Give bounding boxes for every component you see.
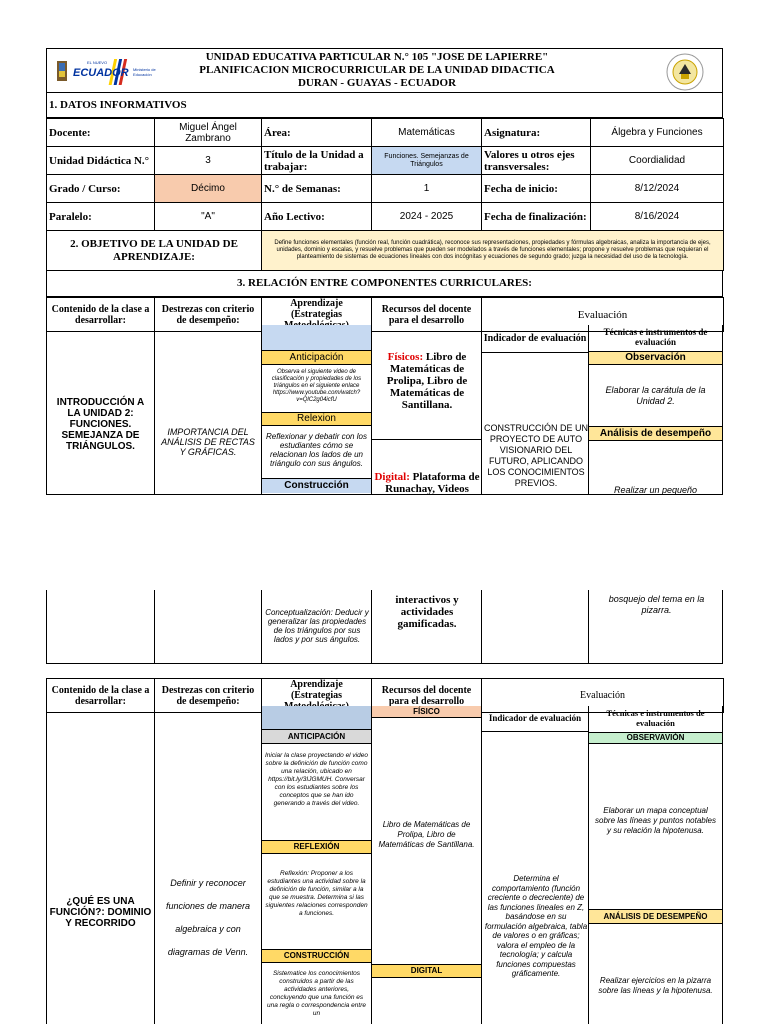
fin-label: Fecha de finalización:	[482, 203, 591, 231]
block1	[46, 325, 723, 495]
b1-indicador-header: Indicador de evaluación	[482, 325, 588, 353]
school-name: UNIDAD EDUCATIVA PARTICULAR N.° 105 "JOSE DE LAPIERRE"	[205, 51, 549, 63]
b1-blank-cell	[262, 325, 371, 351]
grado-value: Décimo	[155, 175, 262, 203]
unidad-value: 3	[155, 147, 262, 175]
b2-recursos	[371, 706, 482, 1024]
paralelo-value: "A"	[155, 203, 262, 231]
b2-observacion-text: Elaborar un mapa conceptual sobre las líneas y puntos notables y su relación la hipotenusa.	[595, 806, 716, 835]
b2-construccion: CONSTRUCCIÓN	[262, 949, 371, 963]
b1-observacion: Observación	[589, 351, 722, 365]
inicio-label: Fecha de inicio:	[482, 175, 591, 203]
b2-observacion: OBSERVAVIÓN	[589, 732, 722, 744]
area-label: Área:	[262, 119, 372, 147]
b2-blank-cell	[262, 706, 371, 730]
header	[46, 48, 723, 93]
b2-indicador-header: Indicador de evaluación	[482, 706, 588, 732]
b1-contenido: INTRODUCCIÓN A LA UNIDAD 2: FUNCIONES. SEMEJANZA DE TRIÁNGULOS.	[46, 325, 155, 495]
b2-analisis-text: Realizar ejercicios en la pizarra sobre las líneas y la hipotenusa.	[598, 976, 713, 995]
logo-small-text: EL NUEVO	[87, 60, 108, 65]
b1-fisicos-label: Físicos:	[387, 351, 424, 363]
b1-construccion: Construcción	[262, 478, 371, 493]
valores-label: Valores u otros ejes transversales:	[482, 147, 591, 175]
b1c-tecnicas	[588, 590, 723, 664]
b1-digital-label: Digital:	[374, 471, 410, 483]
b2-anticipacion: ANTICIPACIÓN	[262, 730, 371, 744]
col-destrezas: Destrezas con criterio de desempeño:	[155, 298, 262, 332]
b2-analisis: ANÁLISIS DE DESEMPEÑO	[589, 909, 722, 924]
plan-title: PLANIFICACION MICROCURRICULAR DE LA UNIDAD DIDACTICA	[199, 64, 555, 76]
b1c-indicador	[481, 590, 589, 664]
titulo-label: Título de la Unidad a trabajar:	[262, 147, 372, 175]
fin-value: 8/16/2024	[591, 203, 724, 231]
b2-aprendizaje	[261, 706, 372, 1024]
col-evaluacion: Evaluación	[482, 298, 724, 332]
b2-anticipacion-text: Iniciar la clase proyectando el video sobre la definición de función como una relación, ubicado en https://bit.ly/3IJGMUH. Conversar con los estudiantes sobre los conceptos que se han ido generando a través del video.	[265, 752, 368, 807]
inicio-value: 8/12/2024	[591, 175, 724, 203]
b1-tecnicas-header: Técnicas e instrumentos de evaluación	[603, 327, 708, 347]
objetivo-text: Define funciones elementales (función real, función cuadrática), reconoce sus representaciones, propiedades y fórmulas algebraicas, analiza la importancia de ejes, unidades, dominio y escalas, y resuelve problemas que pueden ser modelados a través de funciones elementales; propone y resuelve problemas que requieran el planteamiento de sistemas de ecuaciones lineales con dos incógnitas y ecuaciones de segundo grado; juzga la necesidad del uso de la tecnología.	[262, 231, 724, 271]
col2-recursos: Recursos del docente para el desarrollo	[372, 679, 482, 713]
section1-title: 1. DATOS INFORMATIVOS	[46, 93, 723, 118]
b1-tecnicas-cell	[588, 325, 723, 495]
ministry-text: Ministerio de Educación	[133, 67, 156, 77]
col-contenido: Contenido de la clase a desarrollar:	[47, 298, 155, 332]
objetivo-title: 2. OBJETIVO DE LA UNIDAD DE APRENDIZAJE:	[47, 231, 262, 271]
school-seal-icon	[665, 52, 705, 92]
b1-indicador-cell	[481, 325, 589, 495]
col2-evaluacion: Evaluación	[482, 679, 724, 713]
b1-digital-text2: interactivos y actividades gamificadas.	[395, 594, 459, 630]
asignatura-label: Asignatura:	[482, 119, 591, 147]
block1-continued	[46, 590, 723, 664]
b2-reflexion: REFLEXIÓN	[262, 840, 371, 854]
b1-analisis-text2: bosquejo del tema en la pizarra.	[608, 594, 705, 615]
b1-relexion: Relexion	[262, 412, 371, 426]
b2-reflexion-text: Reflexión: Proponer a los estudiantes una actividad sobre la definición de función, similar a la que se muestra. Determina si las siguientes relaciones corresponden a funciones.	[265, 870, 368, 917]
docente-label: Docente:	[47, 119, 155, 147]
location: DURAN - GUAYAS - ECUADOR	[297, 77, 457, 89]
semanas-label: N.° de Semanas:	[262, 175, 372, 203]
b2-digital: DIGITAL	[372, 964, 481, 978]
ecuador-logo	[53, 55, 156, 89]
b2-destrezas: Definir y reconocer funciones de manera algebraica y con diagramas de Venn.	[154, 706, 262, 1024]
col2-aprendizaje: Aprendizaje (Estrategias	[262, 679, 372, 713]
b1-relexion-text: Reflexionar y debatir con los estudiantes cómo se relacionan los lados de un triángulo con sus ángulos.	[266, 432, 367, 468]
b1-analisis-text: Realizar un pequeño	[613, 485, 698, 495]
b1c-contenido	[46, 590, 155, 664]
section3-title: 3. RELACIÓN ENTRE COMPONENTES CURRICULARES:	[46, 270, 723, 297]
semanas-value: 1	[372, 175, 482, 203]
b1-anticipacion-text: Observa el siguiente video de clasificación y propiedades de los triángulos en el siguiente enlace https://www.youtube.com/watch?v=QlC2g04icfU	[271, 369, 362, 403]
b2-fisico: FÍSICO	[372, 706, 481, 718]
docente-value: Miguel Ángel Zambrano	[155, 119, 262, 147]
b1-fisicos	[374, 351, 480, 411]
col2-contenido: Contenido de la clase a desarrollar:	[47, 679, 155, 713]
col-recursos: Recursos del docente para el desarrollo	[372, 298, 482, 332]
b1-anticipacion: Anticipación	[262, 351, 371, 365]
area-value: Matemáticas	[372, 119, 482, 147]
block2	[46, 706, 723, 1024]
unidad-label: Unidad Didáctica N.°	[47, 147, 155, 175]
b2-tecnicas-cell	[588, 706, 723, 1024]
b1-digital-text: Plataforma de Runachay, Videos	[385, 471, 480, 495]
b1-recursos	[371, 325, 482, 495]
grado-label: Grado / Curso:	[47, 175, 155, 203]
paralelo-label: Paralelo:	[47, 203, 155, 231]
col-aprendizaje: Aprendizaje (Estrategias	[262, 298, 372, 332]
col2-destrezas: Destrezas con criterio de desempeño:	[155, 679, 262, 713]
b2-indicador-text: Determina el comportamiento (función creciente o decreciente) de las funciones lineales en Z, basándose en su formulación algebraica, tabla de valores o en gráficas; valora el empleo de la tecnología; y calcula funciones compuestas gráficamente.	[484, 874, 588, 978]
b1-aprendizaje	[261, 325, 372, 495]
b1-indicador-text: CONSTRUCCIÓN DE UN PROYECTO DE AUTO VISIONARIO DEL FUTURO, APLICANDO LOS CONOCIMIENTOS PREVIOS.	[484, 423, 589, 488]
b1c-aprendizaje	[261, 590, 372, 664]
b2-contenido: ¿QUÉ ES UNA FUNCIÓN?: DOMINIO Y RECORRIDO	[46, 706, 155, 1024]
b2-indicador-cell	[481, 706, 589, 1024]
b1c-recursos	[371, 590, 482, 664]
b1-destrezas: IMPORTANCIA DEL ANÁLISIS DE RECTAS Y GRÁFICAS.	[154, 325, 262, 495]
b2-construccion-text: Sistematice los conocimientos construidos a partir de las actividades anteriores, concluyendo que una función es una regla o correspondencia entre un	[266, 970, 366, 1017]
titulo-value: Funciones. Semejanzas de Triángulos	[372, 147, 482, 175]
lectivo-label: Año Lectivo:	[262, 203, 372, 231]
b1-observacion-text: Elaborar la carátula de la Unidad 2.	[605, 385, 706, 406]
lectivo-value: 2024 - 2025	[372, 203, 482, 231]
valores-value: Coordialidad	[591, 147, 724, 175]
logo-text: ECUADOR	[73, 67, 129, 79]
asignatura-value: Álgebra y Funciones	[591, 119, 724, 147]
b2-tecnicas-header: Técnicas e instrumentos de evaluación	[606, 708, 705, 728]
datos-informativos-table	[46, 118, 724, 231]
b1c-destrezas	[154, 590, 262, 664]
b1-analisis: Análisis de desempeño	[589, 426, 722, 441]
b1-digital	[374, 471, 480, 495]
b1-recursos-divider	[372, 439, 482, 440]
objetivo-table	[46, 230, 724, 271]
b1-fisicos-text: Libro de Matemáticas de Prolipa, Libro de Matemáticas de Santillana.	[386, 351, 468, 411]
b2-fisico-text: Libro de Matemáticas de Prolipa, Libro de Matemáticas de Santillana.	[378, 820, 475, 849]
b1-construccion-text: Conceptualización: Deducir y generalizar las propiedades de los triángulos por sus lados y por sus ángulos.	[265, 608, 369, 644]
